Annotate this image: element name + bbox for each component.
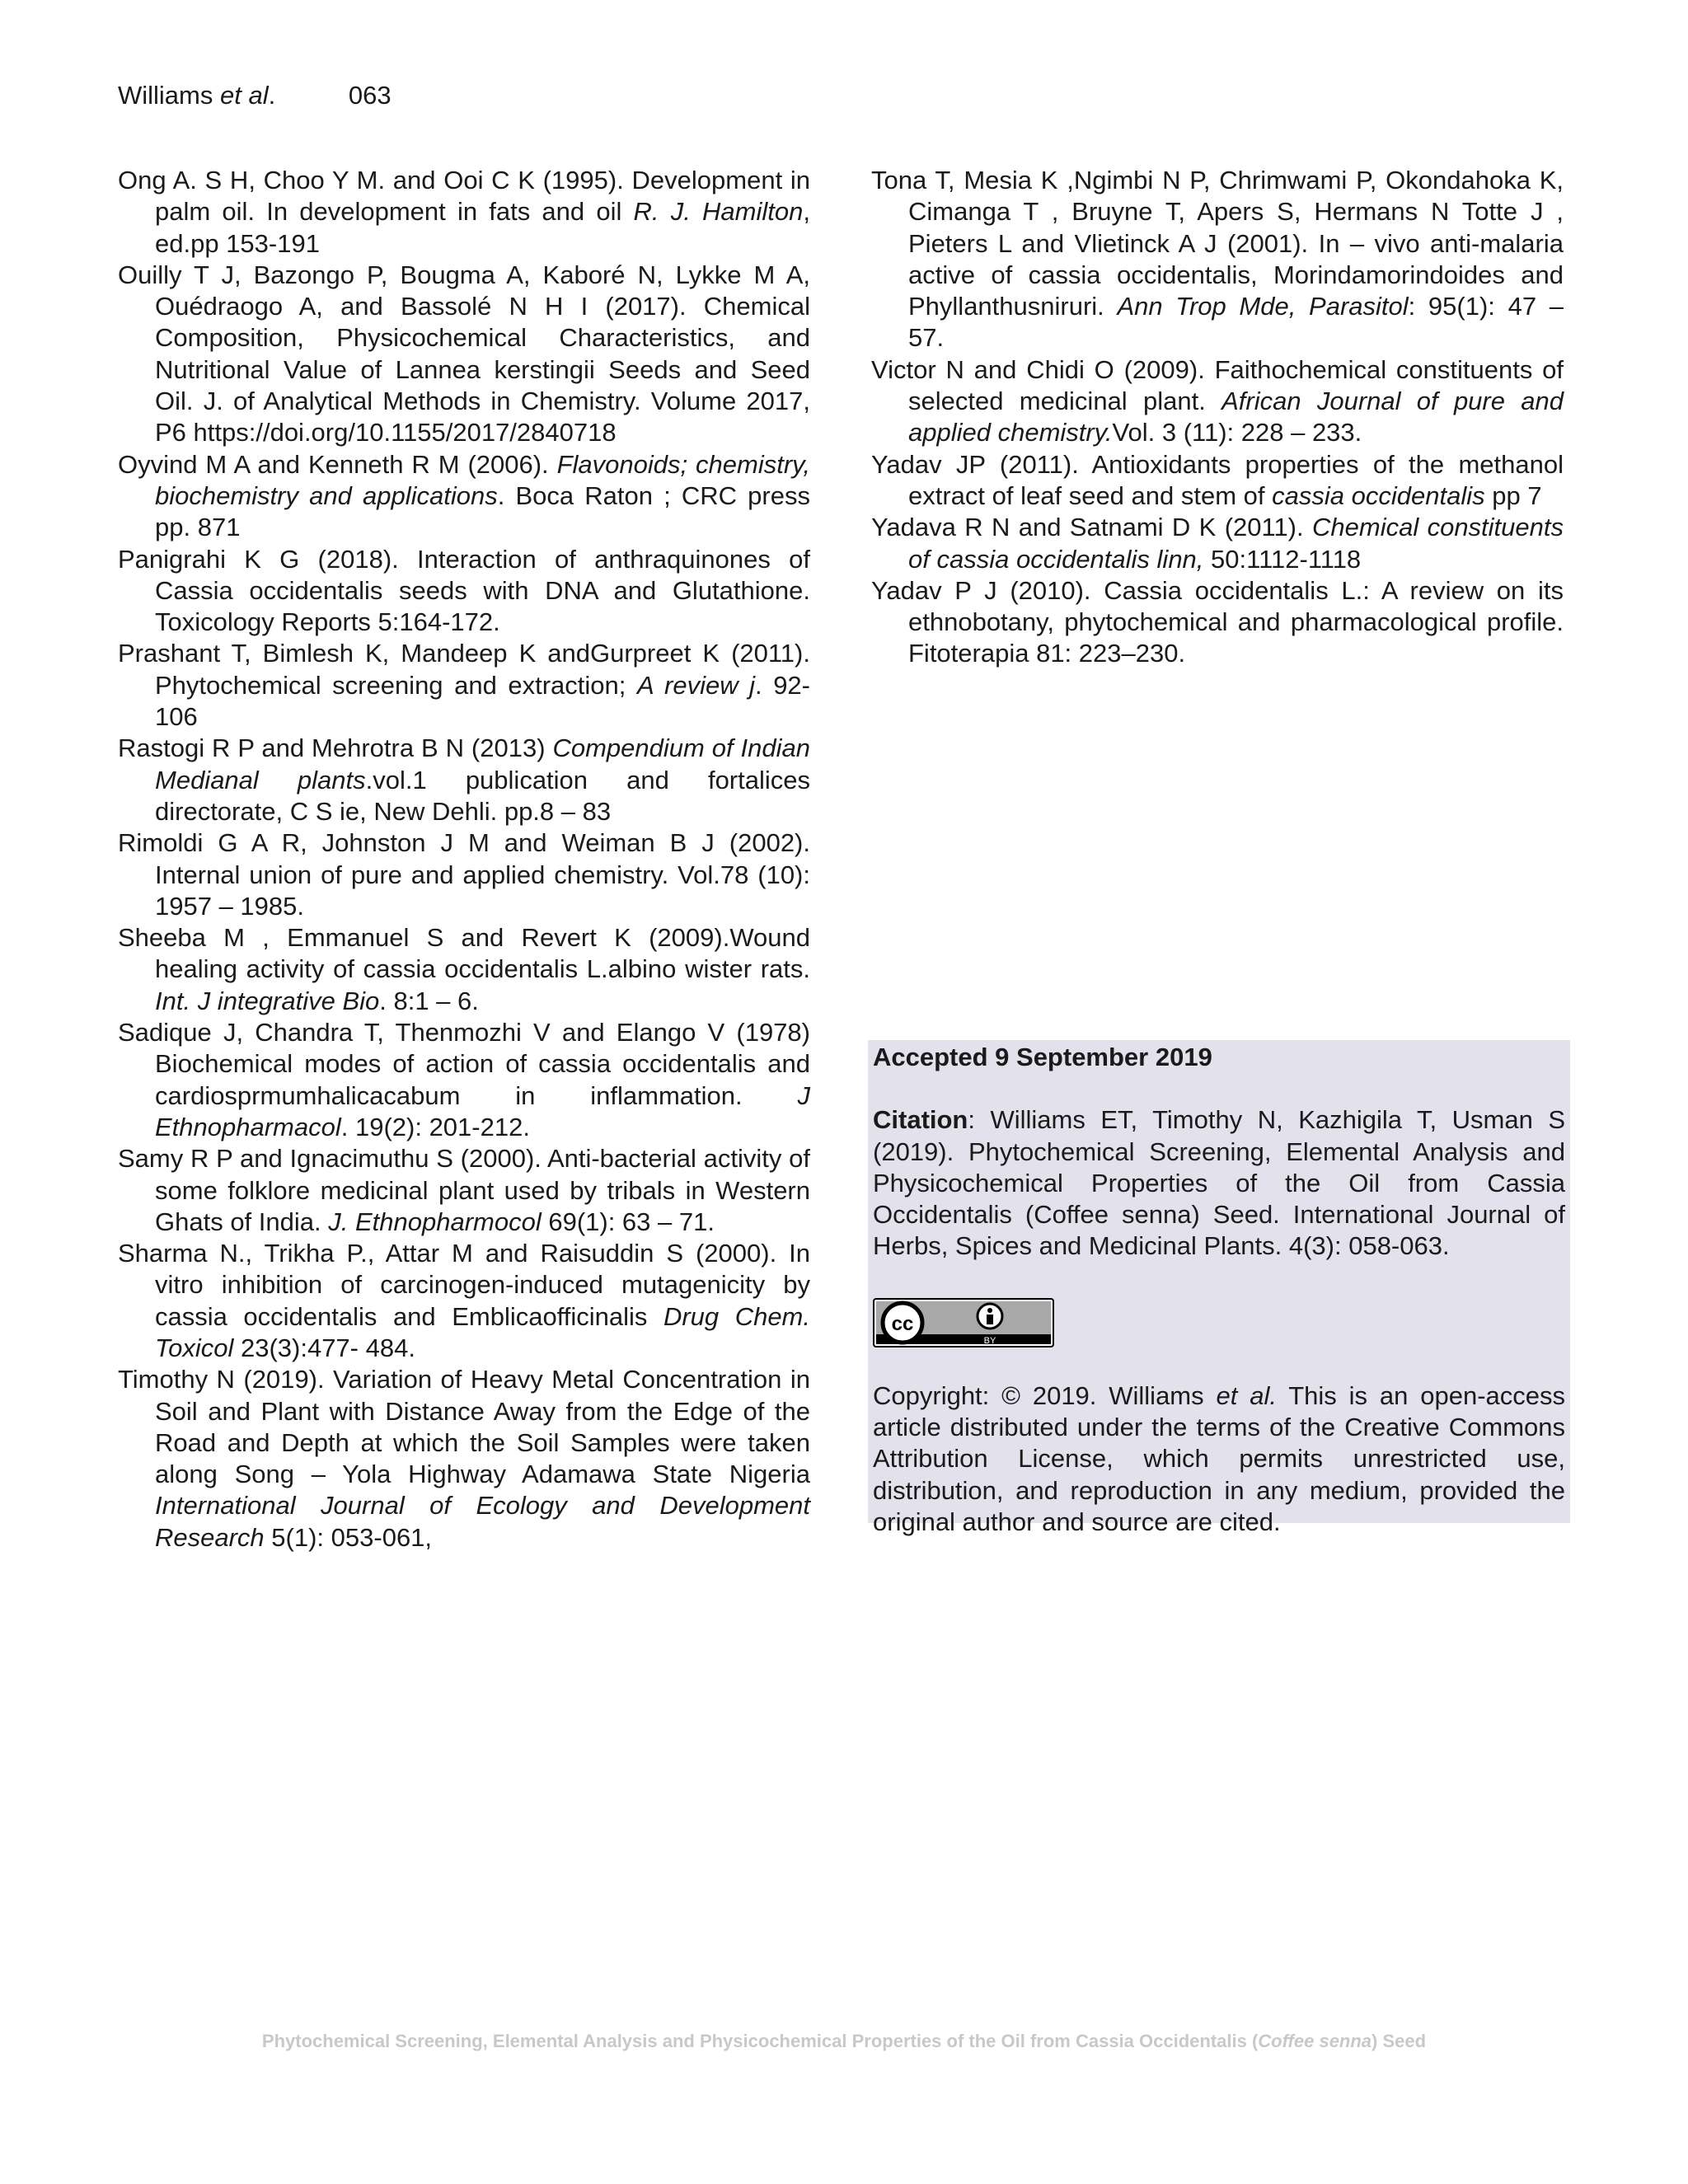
- license-badge[interactable]: [873, 1298, 1565, 1347]
- running-footer: Phytochemical Screening, Elemental Analysis and Physicochemical Properties of the Oil from Cassia Occidentalis (Coffee senna) Seed: [261, 2031, 1427, 2051]
- reference-item: Sheeba M , Emmanuel S and Revert K (2009).Wound healing activity of cassia occidentalis L.albino wister rats. Int. J integrative Bio. 8:1 – 6.: [118, 923, 810, 1015]
- reference-item: Yadava R N and Satnami D K (2011). Chemical constituents of cassia occidentalis linn, 50:1112-1118: [871, 513, 1564, 574]
- accepted-date: Accepted 9 September 2019: [873, 1043, 1212, 1071]
- header-author: Williams: [118, 81, 213, 110]
- running-header: [118, 79, 392, 112]
- reference-item: Prashant T, Bimlesh K, Mandeep K andGurpreet K (2011). Phytochemical screening and extraction; A review j. 92-106: [118, 639, 810, 732]
- reference-item: Ouilly T J, Bazongo P, Bougma A, Kaboré N, Lykke M A, Ouédraogo A, and Bassolé N H I (2017). Chemical Composition, Physicochemical Characteristics, and Nutritional Value of Lannea kerstingii Seeds and Seed Oil. J. of Analytical Methods in Chemistry. Volume 2017, P6 https://doi.org/10.1155/2017/2840718: [118, 260, 810, 448]
- copyright-notice: Copyright: © 2019. Williams et al. This is an open-access article distributed under the terms of the Creative Commons Attribution License, which permits unrestricted use, distribution, and reproduction in any medium, provided the original author and source are cited.: [873, 1380, 1566, 1536]
- reference-item: Rastogi R P and Mehrotra B N (2013) Compendium of Indian Medianal plants.vol.1 publication and fortalices directorate, C S ie, New Dehli. pp.8 – 83: [118, 733, 810, 826]
- svg-text:BY: BY: [983, 1335, 996, 1346]
- header-period: .: [268, 81, 276, 110]
- reference-item: Victor N and Chidi O (2009). Faithochemical constituents of selected medicinal plant. African Journal of pure and applied chemistry.Vol. 3 (11): 228 – 233.: [871, 354, 1564, 448]
- article-info-box: [868, 1040, 1570, 1536]
- citation: [873, 1104, 1565, 1262]
- reference-item: Yadav JP (2011). Antioxidants properties of the methanol extract of leaf seed and stem of cassia occidentalis pp 7: [871, 449, 1564, 510]
- header-etal: et al: [220, 81, 269, 110]
- reference-item: Panigrahi K G (2018). Interaction of anthraquinones of Cassia occidentalis seeds with DNA and Glutathione. Toxicology Reports 5:164-172.: [118, 544, 810, 637]
- svg-text:cc: cc: [891, 1312, 914, 1335]
- references-right-column: [871, 165, 1564, 670]
- citation-label: Citation: [873, 1105, 968, 1135]
- reference-item: Oyvind M A and Kenneth R M (2006). Flavonoids; chemistry, biochemistry and applications. Boca Raton ; CRC press pp. 871: [118, 449, 810, 542]
- page-number: 063: [348, 81, 392, 110]
- reference-item: Ong A. S H, Choo Y M. and Ooi C K (1995). Development in palm oil. In development in fats and oil R. J. Hamilton, ed.pp 153-191: [118, 166, 810, 258]
- reference-item: Samy R P and Ignacimuthu S (2000). Anti-bacterial activity of some folklore medicinal plant used by tribals in Western Ghats of India. J. Ethnopharmocol 69(1): 63 – 71.: [118, 1144, 810, 1236]
- references-left-column: [118, 165, 810, 1554]
- reference-item: Sharma N., Trikha P., Attar M and Raisuddin S (2000). In vitro inhibition of carcinogen-induced mutagenicity by cassia occidentalis and Emblicaofficinalis Drug Chem. Toxicol 23(3):477- 484.: [118, 1239, 810, 1362]
- reference-item: Yadav P J (2010). Cassia occidentalis L.: A review on its ethnobotany, phytochemical and pharmacological profile. Fitoterapia 81: 223–230.: [871, 575, 1564, 668]
- reference-item: Tona T, Mesia K ,Ngimbi N P, Chrimwami P, Okondahoka K, Cimanga T , Bruyne T, Apers S, Hermans N Totte J , Pieters L and Vlietinck A J (2001). In – vivo anti-malaria active of cassia occidentalis, Morindamorindoides and Phyllanthusniruri. Ann Trop Mde, Parasitol: 95(1): 47 – 57.: [871, 166, 1564, 353]
- reference-item: Rimoldi G A R, Johnston J M and Weiman B J (2002). Internal union of pure and applied chemistry. Vol.78 (10): 1957 – 1985.: [118, 828, 810, 921]
- cc-by-icon: [873, 1298, 1054, 1347]
- reference-item: Sadique J, Chandra T, Thenmozhi V and Elango V (1978) Biochemical modes of action of cassia occidentalis and cardiosprmumhalicacabum in inflammation. J Ethnopharmacol. 19(2): 201-212.: [118, 1018, 810, 1141]
- citation-text: : Williams ET, Timothy N, Kazhigila T, Usman S (2019). Phytochemical Screening, Elemental Analysis and Physicochemical Properties of the Oil from Cassia Occidentalis (Coffee senna) Seed. International Journal of Herbs, Spices and Medicinal Plants. 4(3): 058-063.: [873, 1105, 1565, 1261]
- reference-item: Timothy N (2019). Variation of Heavy Metal Concentration in Soil and Plant with Distance Away from the Edge of the Road and Depth at which the Soil Samples were taken along Song – Yola Highway Adamawa State Nigeria International Journal of Ecology and Development Research 5(1): 053-061,: [118, 1365, 810, 1552]
